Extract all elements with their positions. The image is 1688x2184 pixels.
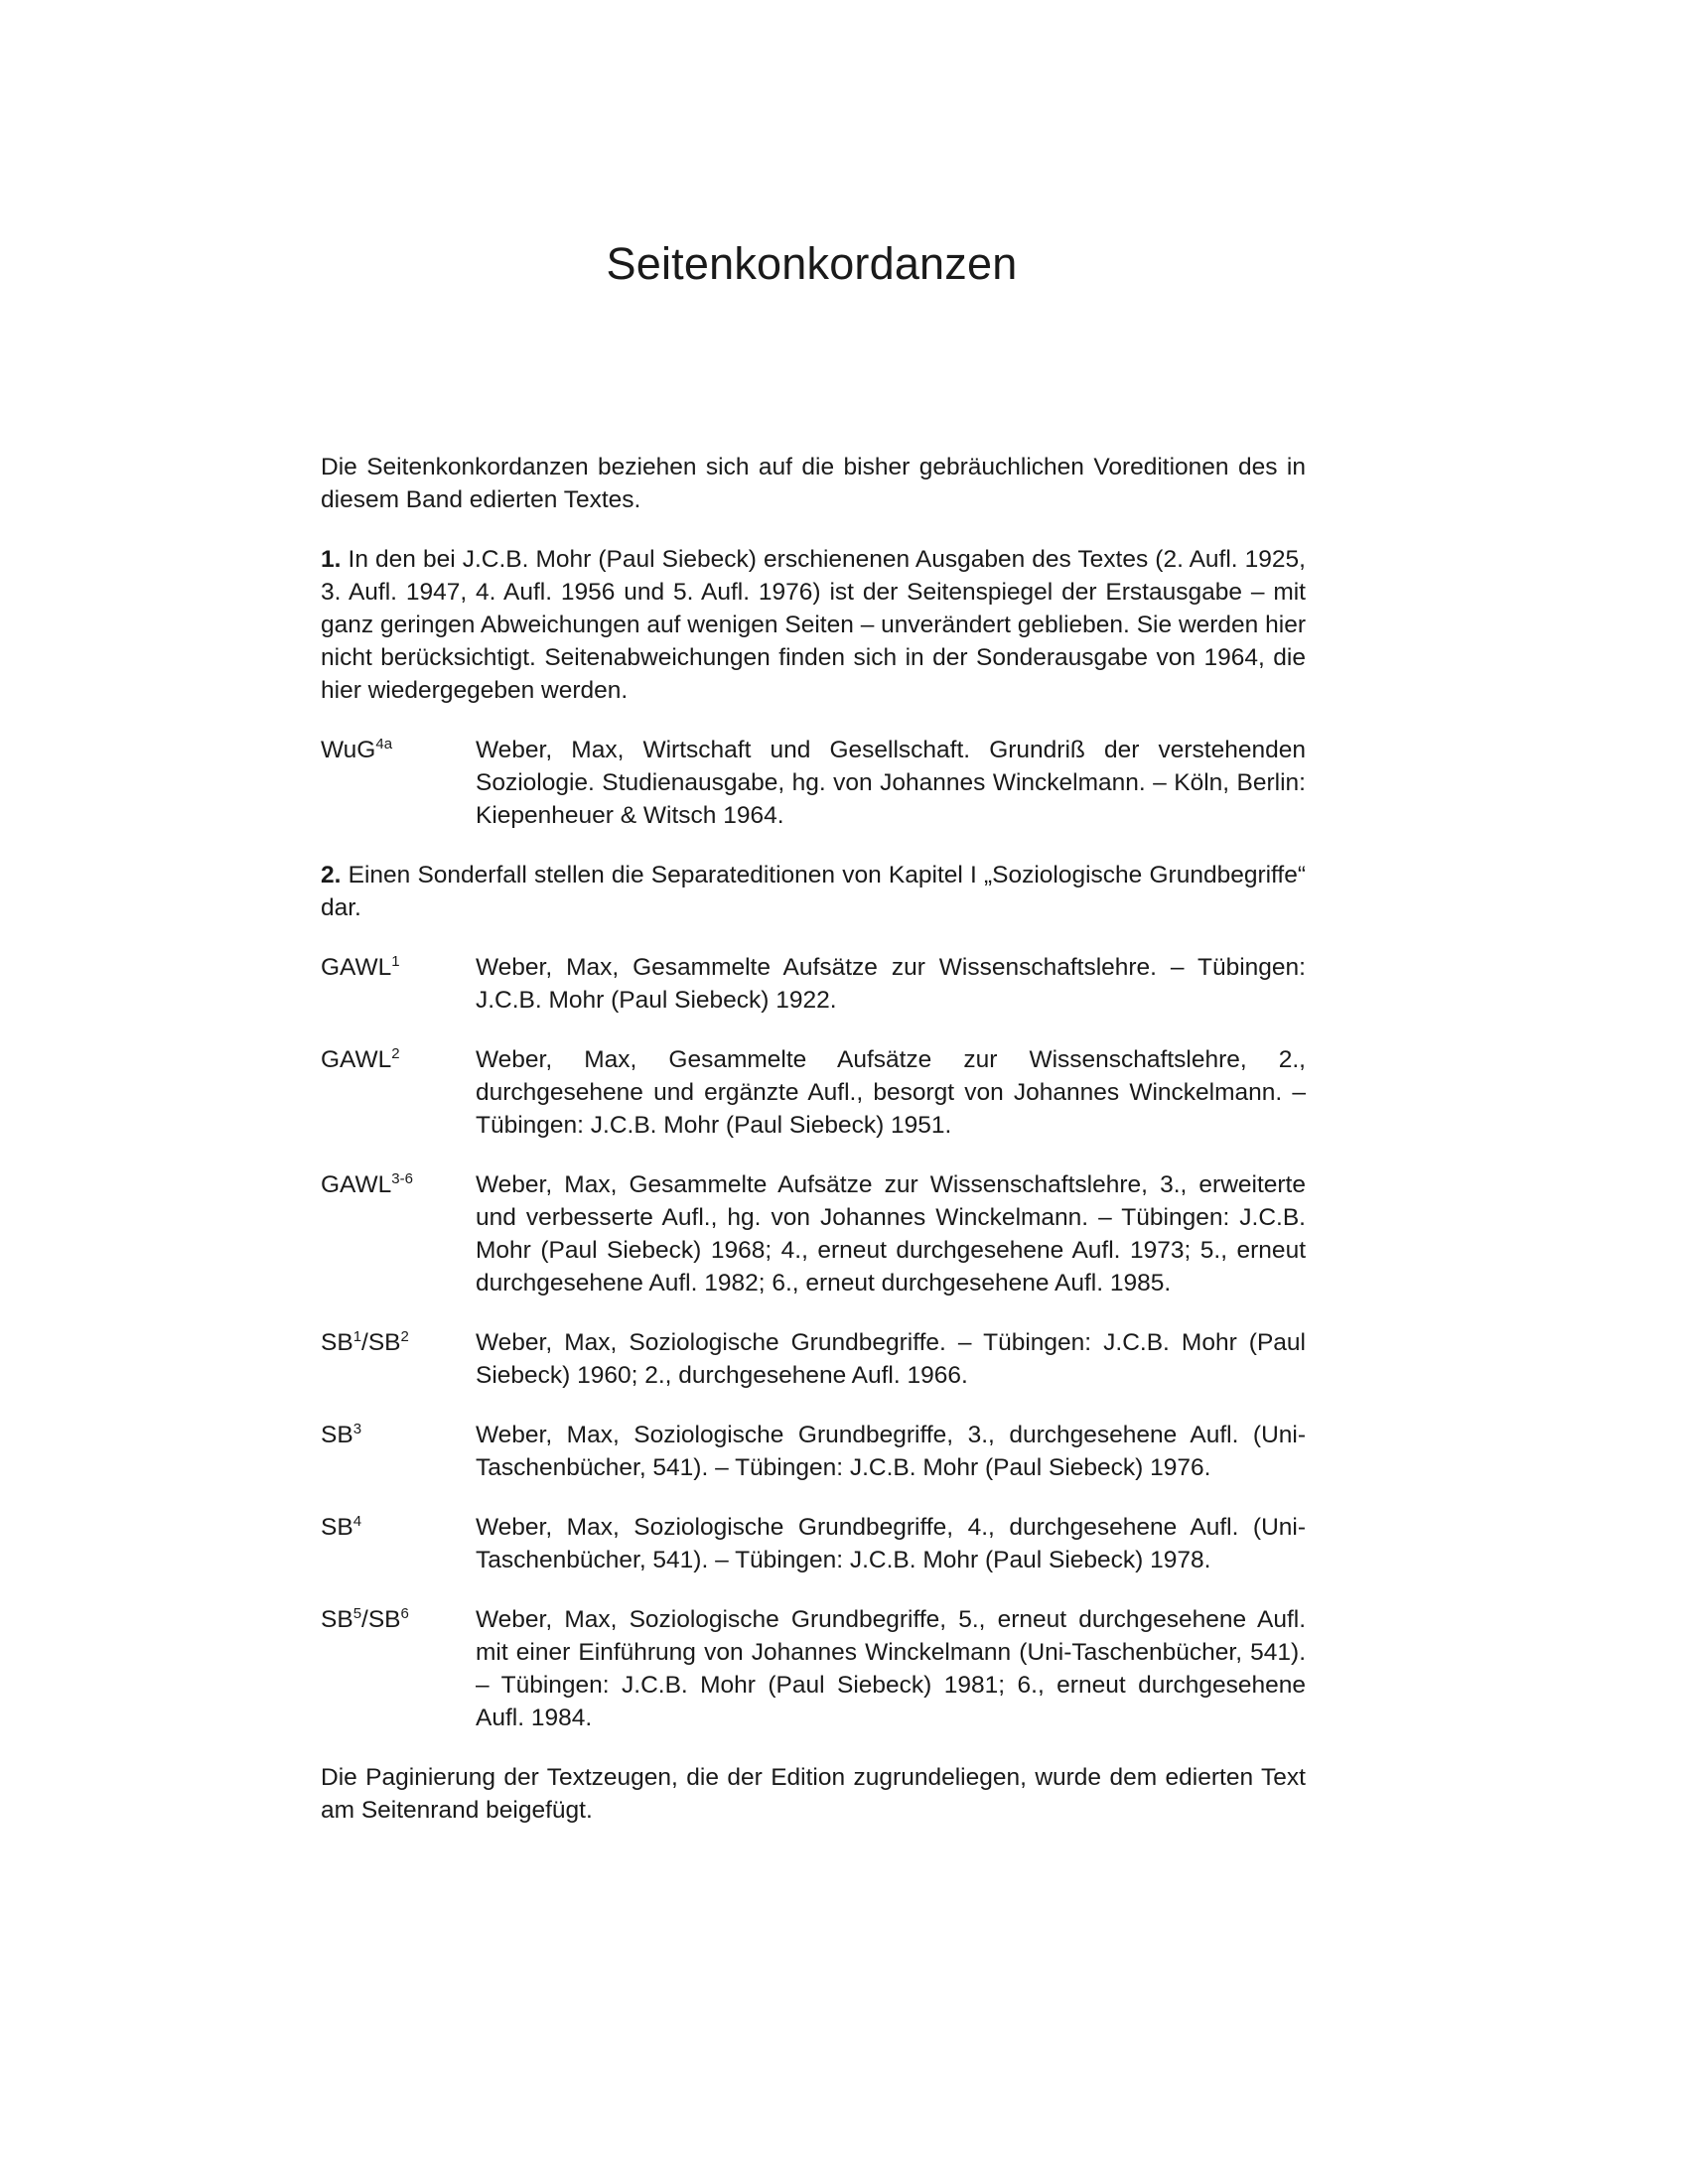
siglum-superscript: 1 — [391, 953, 400, 970]
bibliography-entry — [321, 1603, 1306, 1734]
bibliography-entry — [321, 1168, 1306, 1299]
siglum-text: SB — [321, 1422, 353, 1448]
siglum-superscript: 4a — [375, 736, 393, 752]
section-2-text: Einen Sonderfall stellen die Separateditionen von Kapitel I „Soziologische Grundbegriffe“ dar. — [321, 862, 1306, 921]
siglum-text: SB — [321, 1606, 353, 1633]
bibliography-entry — [321, 1511, 1306, 1576]
siglum-superscript: 3-6 — [391, 1170, 413, 1187]
entry-siglum — [321, 1511, 476, 1576]
entry-siglum — [321, 1326, 476, 1392]
entry-reference: Weber, Max, Gesammelte Aufsätze zur Wissenschaftslehre. – Tübingen: J.C.B. Mohr (Paul Siebeck) 1922. — [476, 954, 1306, 1014]
siglum-text: GAWL — [321, 1046, 392, 1073]
siglum-text: SB — [321, 1514, 353, 1541]
intro-paragraph: Die Seitenkonkordanzen beziehen sich auf die bisher gebräuchlichen Voreditionen des in diesem Band edierten Textes. — [321, 454, 1306, 513]
siglum-text: GAWL — [321, 1171, 392, 1198]
bibliography-entry — [321, 1326, 1306, 1392]
section-1-text: In den bei J.C.B. Mohr (Paul Siebeck) erschienenen Ausgaben des Textes (2. Aufl. 1925, 3. Aufl. 1947, 4. Aufl. 1956 und 5. Aufl. 1976) ist der Seitenspiegel der Erstausgabe – mit ganz geringen Abweichungen auf wenigen Seiten – unverändert geblieben. Sie werden hier nicht berücksichtigt. Seitenabweichungen finden sich in der Sonderausgabe von 1964, die hier wiedergegeben werden. — [321, 546, 1306, 704]
siglum-text-secondary: /SB — [361, 1606, 401, 1633]
entry-siglum — [321, 1043, 476, 1142]
bibliography-entry — [321, 734, 1306, 832]
bibliography-list-1 — [321, 734, 1306, 832]
siglum-superscript: 3 — [352, 1421, 362, 1437]
siglum-superscript-secondary: 6 — [400, 1605, 409, 1622]
entry-siglum — [321, 1603, 476, 1734]
bibliography-entry — [321, 951, 1306, 1017]
siglum-text: SB — [321, 1329, 353, 1356]
siglum-text: WuG — [321, 737, 376, 763]
entry-siglum — [321, 1419, 476, 1484]
siglum-superscript: 2 — [391, 1045, 400, 1062]
entry-reference: Weber, Max, Soziologische Grundbegriffe. – Tübingen: J.C.B. Mohr (Paul Siebeck) 1960; 2., durchgesehene Aufl. 1966. — [476, 1329, 1306, 1389]
siglum-superscript-secondary: 2 — [400, 1328, 409, 1345]
siglum-text: GAWL — [321, 954, 392, 981]
siglum-superscript: 5 — [352, 1605, 362, 1622]
bibliography-entry — [321, 1419, 1306, 1484]
siglum-text-secondary: /SB — [361, 1329, 401, 1356]
entry-siglum — [321, 951, 476, 1017]
siglum-superscript: 1 — [352, 1328, 362, 1345]
entry-reference: Weber, Max, Soziologische Grundbegriffe, 3., durchgesehene Aufl. (Uni-Taschenbücher, 541). – Tübingen: J.C.B. Mohr (Paul Siebeck) 1976. — [476, 1422, 1306, 1481]
entry-reference: Weber, Max, Gesammelte Aufsätze zur Wissenschaftslehre, 2., durchgesehene und ergänzte Aufl., besorgt von Johannes Winckelmann. – Tübingen: J.C.B. Mohr (Paul Siebeck) 1951. — [476, 1046, 1306, 1139]
entry-siglum — [321, 1168, 476, 1299]
entry-siglum — [321, 734, 476, 832]
section-2-paragraph — [321, 859, 1306, 924]
entry-reference: Weber, Max, Gesammelte Aufsätze zur Wissenschaftslehre, 3., erweiterte und verbesserte Aufl., hg. von Johannes Winckelmann. – Tübingen: J.C.B. Mohr (Paul Siebeck) 1968; 4., erneut durchgesehene Aufl. 1973; 5., erneut durchgesehene Aufl. 1982; 6., erneut durchgesehene Aufl. 1985. — [476, 1171, 1306, 1297]
section-1-number: 1. — [321, 546, 342, 573]
closing-paragraph: Die Paginierung der Textzeugen, die der Edition zugrundeliegen, wurde dem edierten Text am Seitenrand beigefügt. — [321, 1764, 1306, 1824]
bibliography-entry — [321, 1043, 1306, 1142]
bibliography-list-2 — [321, 951, 1306, 1734]
section-2-number: 2. — [321, 862, 342, 888]
section-1-paragraph — [321, 543, 1306, 707]
entry-reference: Weber, Max, Soziologische Grundbegriffe, 5., erneut durchgesehene Aufl. mit einer Einführung von Johannes Winckelmann (Uni-Taschenbücher, 541). – Tübingen: J.C.B. Mohr (Paul Siebeck) 1981; 6., erneut durchgesehene Aufl. 1984. — [476, 1606, 1306, 1731]
page-title: Seitenkonkordanzen — [606, 238, 1018, 289]
entry-reference: Weber, Max, Soziologische Grundbegriffe, 4., durchgesehene Aufl. (Uni-Taschenbücher, 541). – Tübingen: J.C.B. Mohr (Paul Siebeck) 1978. — [476, 1514, 1306, 1573]
entry-reference: Weber, Max, Wirtschaft und Gesellschaft. Grundriß der verstehenden Soziologie. Studienausgabe, hg. von Johannes Winckelmann. – Köln, Berlin: Kiepenheuer & Witsch 1964. — [476, 737, 1306, 829]
siglum-superscript: 4 — [352, 1513, 362, 1530]
main-content — [321, 451, 1306, 1853]
